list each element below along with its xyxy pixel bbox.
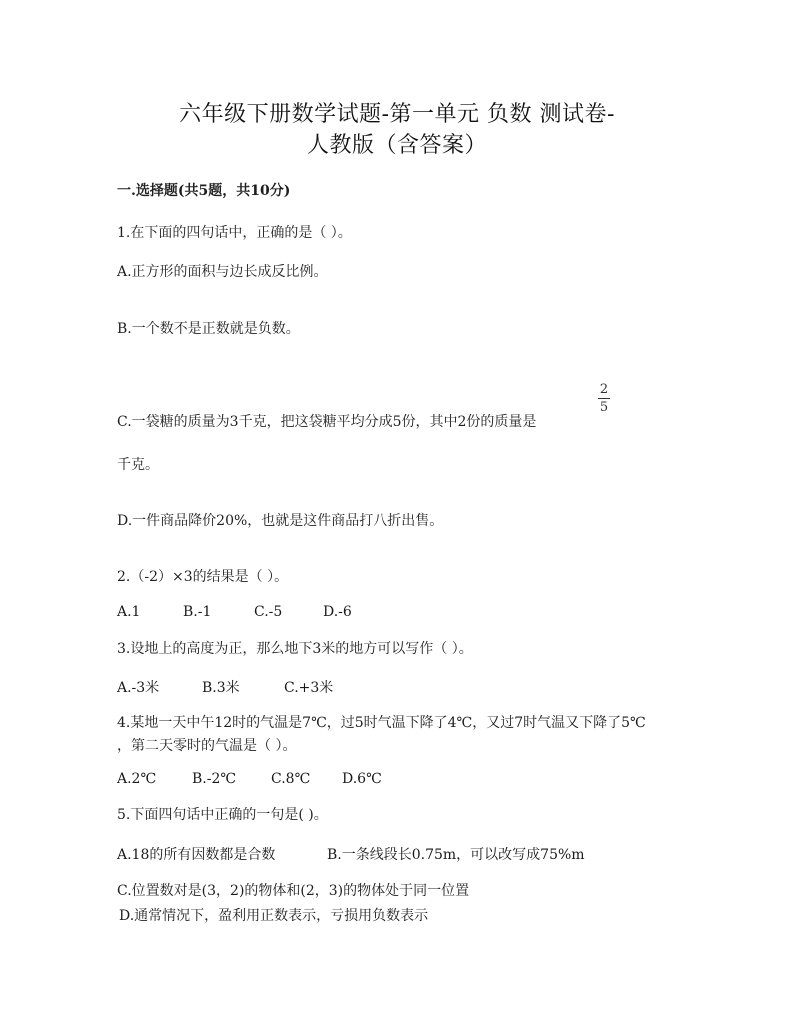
question-2-stem: 2.（-2）×3的结果是（ ）。 xyxy=(117,569,289,585)
question-2-option-d: D.-6 xyxy=(323,604,352,620)
question-4-option-c: C.8℃ xyxy=(271,771,311,787)
question-1-option-a: A.正方形的面积与边长成反比例。 xyxy=(117,264,328,280)
question-1-stem: 1.在下面的四句话中，正确的是（ ）。 xyxy=(117,225,352,241)
question-4-option-b: B.-2℃ xyxy=(192,771,237,787)
question-1-option-c-continued: 千克。 xyxy=(117,457,159,473)
question-4-option-d: D.6℃ xyxy=(342,771,382,787)
page-title-line2: 人教版（含答案） xyxy=(306,133,487,158)
question-2-option-b: B.-1 xyxy=(183,604,212,620)
question-1-option-c: C.一袋糖的质量为3千克，把这袋糖平均分成5份，其中2份的质量是 xyxy=(117,414,537,430)
question-1-option-d: D.一件商品降价20%，也就是这件商品打八折出售。 xyxy=(117,513,444,529)
question-2-option-a: A.1 xyxy=(117,604,141,620)
question-4-stem: 4.某地一天中午12时的气温是7℃，过5时气温下降了4℃，又过7时气温又下降了5℃ xyxy=(117,715,646,731)
fraction-two-fifths xyxy=(596,382,612,415)
question-5-stem: 5.下面四句话中正确的一句是( )。 xyxy=(117,807,328,823)
question-3-option-c: C.+3米 xyxy=(284,680,334,696)
question-2-option-c: C.-5 xyxy=(254,604,283,620)
question-3-option-a: A.-3米 xyxy=(117,680,160,696)
question-5-option-a: A.18的所有因数都是合数 xyxy=(117,847,276,863)
fraction-bar xyxy=(598,398,610,399)
fraction-numerator: 2 xyxy=(599,382,609,397)
question-3-option-b: B.3米 xyxy=(202,680,240,696)
question-3-stem: 3.设地上的高度为正，那么地下3米的地方可以写作（ ）。 xyxy=(117,641,473,657)
question-5-option-b: B.一条线段长0.75m，可以改写成75%m xyxy=(327,847,585,863)
question-1-option-b: B.一个数不是正数就是负数。 xyxy=(117,321,300,337)
question-4-stem-continued: ，第二天零时的气温是（ ）。 xyxy=(117,738,297,754)
section-heading: 一.选择题(共5题，共10分) xyxy=(117,183,291,199)
question-4-option-a: A.2℃ xyxy=(117,771,157,787)
question-5-option-c: C.位置数对是(3，2)的物体和(2，3)的物体处于同一位置 xyxy=(117,883,470,899)
question-5-option-d: D.通常情况下，盈利用正数表示，亏损用负数表示 xyxy=(119,908,429,924)
page-title-line1: 六年级下册数学试题-第一单元 负数 测试卷- xyxy=(179,102,615,127)
fraction-denominator: 5 xyxy=(599,400,609,415)
